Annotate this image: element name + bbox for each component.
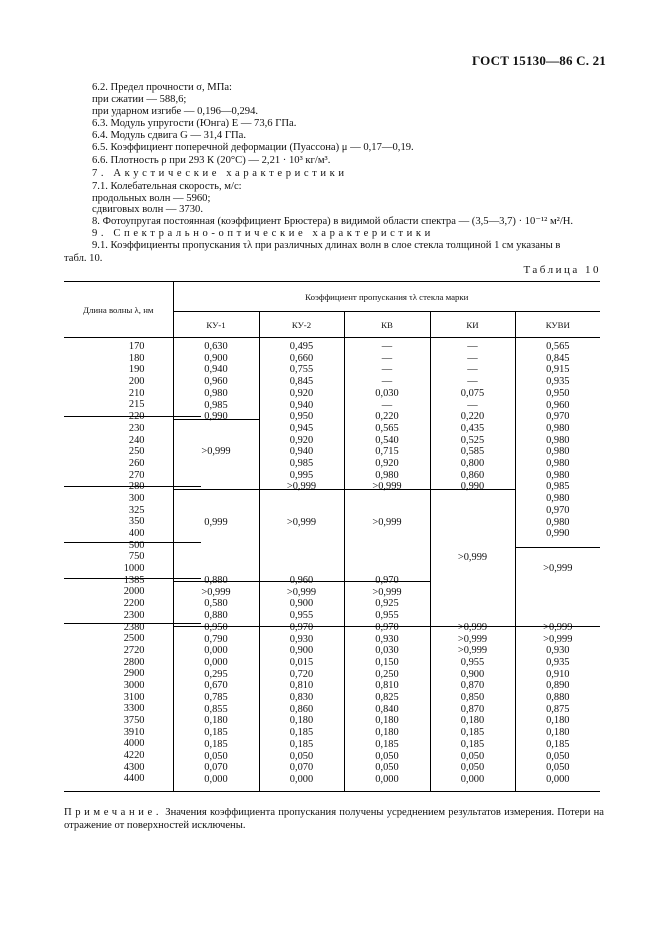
wavelength-value: 210 — [128, 387, 145, 399]
ku1-value: 0,180 — [204, 715, 228, 727]
wavelength-header: Длина волны λ, нм — [83, 304, 154, 315]
ku1-value: 0,960 — [204, 376, 228, 388]
col-header-ku1: КУ-1 — [173, 312, 259, 338]
ki-value: 0,050 — [460, 762, 485, 774]
text-line: 6.4. Модуль сдвига G — 31,4 ГПа. — [92, 130, 246, 141]
ku2-value: 0,940 — [289, 446, 314, 458]
ki-value: 0,435 — [460, 422, 485, 434]
ki-value: 0,870 — [460, 680, 485, 692]
kuvi-value: 0,875 — [546, 703, 570, 715]
cell-divider — [260, 626, 344, 627]
ku1-value: >0,999 — [201, 586, 231, 598]
ku1-value: 0,630 — [204, 341, 228, 352]
ku2-value: 0,495 — [289, 341, 314, 352]
kuvi-column — [516, 338, 601, 791]
kv-value: 0,180 — [375, 715, 399, 727]
wavelength-value: 1385 — [123, 574, 145, 586]
ku2-value: 0,015 — [289, 656, 314, 668]
cell-divider — [345, 626, 430, 627]
kv-value: 0,030 — [375, 387, 399, 399]
kuvi-value: 0,950 — [546, 387, 570, 399]
kuvi-value: 0,985 — [546, 481, 570, 493]
kv-value: 0,565 — [375, 422, 399, 434]
ku2-value: 0,000 — [289, 773, 314, 785]
text-line: сдвиговых волн — 3730. — [92, 204, 203, 215]
note-label: Примечание. — [64, 807, 163, 818]
kv-value: 0,050 — [375, 762, 399, 774]
wavelength-value: 280 — [128, 481, 145, 493]
ki-value: — — [467, 399, 478, 411]
wavelength-value: 400 — [128, 528, 145, 539]
ki-value: 0,180 — [460, 715, 485, 727]
wavelength-value: 215 — [128, 399, 145, 411]
ku1-value: 0,900 — [204, 352, 228, 364]
kv-value: >0,999 — [372, 481, 402, 493]
cell-divider — [431, 489, 515, 490]
kuvi-value: 0,180 — [546, 715, 570, 727]
ku2-value: >0,999 — [286, 516, 317, 528]
wavelength-value: 3300 — [123, 703, 145, 715]
text-line: 9. Спектрально-оптические характеристики — [92, 228, 434, 239]
ku1-value: 0,999 — [204, 516, 228, 528]
kv-value: 0,825 — [375, 692, 399, 703]
kv-value: 0,930 — [375, 633, 399, 645]
wavelength-value: 2300 — [123, 609, 145, 621]
wavelength-value: 190 — [128, 364, 145, 376]
ku1-value: 0,185 — [204, 727, 228, 739]
wavelength-value: 300 — [128, 492, 145, 504]
kuvi-value: 0,050 — [546, 750, 570, 762]
kuvi-value: 0,980 — [546, 493, 570, 505]
col-header-ki: КИ — [430, 312, 515, 338]
text-line: 7.1. Колебательная скорость, м/с: — [92, 181, 242, 192]
ku2-value: 0,930 — [289, 633, 314, 645]
cell-divider — [174, 626, 259, 627]
ku2-value: 0,810 — [289, 680, 314, 692]
kuvi-value: 0,910 — [546, 668, 570, 680]
ku2-value: 0,185 — [289, 727, 314, 739]
kuvi-value: 0,970 — [546, 411, 570, 423]
cell-divider — [174, 581, 259, 582]
ku2-value: 0,970 — [289, 621, 314, 633]
kuvi-value: 0,980 — [546, 446, 570, 458]
ku1-value: 0,070 — [204, 762, 228, 774]
ku1-value: 0,980 — [204, 387, 228, 399]
wavelength-value: 180 — [128, 352, 145, 364]
wavelength-value: 750 — [128, 551, 145, 563]
wavelength-value: 260 — [128, 457, 145, 469]
kuvi-value: 0,050 — [546, 762, 570, 774]
kv-value: — — [381, 352, 393, 364]
ku2-value: 0,955 — [289, 610, 314, 622]
ku2-value: >0,999 — [286, 586, 317, 598]
ku1-value: 0,940 — [204, 364, 228, 376]
kuvi-value: >0,999 — [543, 633, 573, 645]
group-header: Коэффициент пропускания τλ стекла марки — [173, 282, 600, 312]
text-line: при ударном изгибе — 0,196—0,294. — [92, 106, 259, 117]
wavelength-value: 4300 — [123, 761, 145, 773]
kuvi-value: 0,980 — [546, 434, 570, 446]
kv-value: 0,250 — [375, 668, 399, 680]
wavelength-value: 325 — [128, 504, 145, 516]
kuvi-value: 0,980 — [546, 469, 570, 481]
cell-divider — [260, 489, 344, 490]
kv-column — [345, 338, 430, 791]
ki-value: — — [467, 352, 478, 364]
ki-value: >0,999 — [457, 621, 488, 633]
kv-value: 0,925 — [375, 598, 399, 610]
kv-value: 0,980 — [375, 469, 399, 481]
ku2-value: 0,920 — [289, 387, 314, 399]
text-line: 6.5. Коэффициент поперечной деформации (Пуассона) μ — 0,17—0,19. — [92, 142, 414, 153]
ki-value: 0,185 — [460, 727, 485, 739]
ku1-value: 0,880 — [204, 610, 228, 622]
kuvi-value: 0,980 — [546, 516, 570, 528]
wavelength-value: 240 — [128, 434, 145, 446]
ki-value: 0,800 — [460, 458, 485, 469]
kv-value: 0,955 — [375, 610, 399, 622]
wavelength-value: 220 — [128, 411, 145, 423]
ku2-value: 0,755 — [289, 364, 314, 376]
wavelength-value: 2900 — [123, 668, 145, 680]
cell-divider — [345, 489, 430, 490]
wavelength-value: 3910 — [123, 726, 145, 738]
kuvi-value: 0,845 — [546, 352, 570, 364]
ki-value: 0,185 — [460, 738, 485, 750]
kv-value: 0,185 — [375, 738, 399, 750]
kuvi-value: 0,565 — [546, 341, 570, 352]
col-header-ku2: КУ-2 — [259, 312, 344, 338]
ku1-value: 0,790 — [204, 633, 228, 645]
ku2-value: 0,945 — [289, 422, 314, 434]
wavelength-value: 500 — [128, 539, 145, 551]
text-line: при сжатии — 588,6; — [92, 94, 187, 105]
wavelength-value: 4400 — [123, 773, 145, 785]
ku1-value: 0,670 — [204, 680, 228, 692]
kv-value: — — [381, 376, 393, 388]
ku2-value: 0,900 — [289, 645, 314, 657]
kuvi-value: >0,999 — [543, 563, 573, 575]
ku2-value: 0,995 — [289, 469, 314, 481]
ku2-value: 0,660 — [289, 352, 314, 364]
kuvi-value: 0,185 — [546, 738, 570, 750]
wavelength-value: 250 — [128, 446, 145, 458]
ku1-value: 0,985 — [204, 399, 228, 411]
kuvi-value: 0,935 — [546, 656, 570, 668]
kuvi-value: 0,980 — [546, 458, 570, 469]
ku1-value: 0,880 — [204, 575, 228, 586]
kuvi-value: 0,935 — [546, 376, 570, 388]
cell-divider — [516, 547, 601, 548]
table-caption: Таблица 10 — [523, 264, 601, 276]
kv-value: 0,030 — [375, 645, 399, 657]
wavelength-value: 2500 — [123, 633, 145, 645]
ku1-value: 0,000 — [204, 773, 228, 785]
cell-divider — [516, 626, 601, 627]
kv-value: 0,715 — [375, 446, 399, 458]
text-line: 6.3. Модуль упругости (Юнга) E — 73,6 ГПа. — [92, 118, 297, 129]
transmission-table — [64, 281, 600, 792]
kv-value: 0,970 — [375, 575, 399, 586]
wavelength-value: 3100 — [123, 691, 145, 703]
ki-value: 0,850 — [460, 692, 485, 703]
ki-value: — — [467, 364, 478, 376]
wavelength-value: 350 — [128, 516, 145, 528]
kuvi-value: 0,000 — [546, 773, 570, 785]
ku2-value: 0,720 — [289, 668, 314, 680]
ku2-value: 0,900 — [289, 598, 314, 610]
kuvi-value: 0,930 — [546, 645, 570, 657]
wavelength-value: 4000 — [123, 738, 145, 750]
ku2-value: 0,845 — [289, 376, 314, 388]
ku1-value: 0,855 — [204, 703, 228, 715]
ki-value: >0,999 — [457, 633, 488, 645]
cell-divider — [431, 626, 515, 627]
wavelength-column — [64, 338, 173, 791]
kv-value: 0,000 — [375, 773, 399, 785]
kv-value: 0,540 — [375, 434, 399, 446]
wavelength-value: 2000 — [123, 586, 145, 598]
kuvi-value: 0,960 — [546, 399, 570, 411]
kv-value: 0,920 — [375, 458, 399, 469]
kv-value: 0,810 — [375, 680, 399, 692]
ku2-value: 0,985 — [289, 458, 314, 469]
col-header-kuvi: КУВИ — [515, 312, 600, 338]
wavelength-value: 170 — [128, 341, 145, 352]
kuvi-value: 0,890 — [546, 680, 570, 692]
kv-value: 0,840 — [375, 703, 399, 715]
text-line: 9.1. Коэффициенты пропускания τλ при различных длинах волн в слое стекла толщиной 1 см указаны в — [92, 240, 561, 251]
ki-value: 0,900 — [460, 668, 485, 680]
ki-value: >0,999 — [457, 551, 488, 563]
ki-value: 0,075 — [460, 387, 485, 399]
ku1-value: 0,295 — [204, 668, 228, 680]
kv-value: 0,970 — [375, 621, 399, 633]
wavelength-value: 2800 — [123, 656, 145, 668]
wavelength-value: 2380 — [123, 621, 145, 633]
ku2-value: 0,860 — [289, 703, 314, 715]
ku1-value: 0,580 — [204, 598, 228, 610]
wavelength-value: 2720 — [123, 644, 145, 656]
ku2-value: 0,050 — [289, 750, 314, 762]
wavelength-value: 2200 — [123, 598, 145, 610]
ki-value: 0,870 — [460, 703, 485, 715]
ki-value: 0,000 — [460, 773, 485, 785]
kv-value: — — [381, 364, 393, 376]
kv-value: 0,150 — [375, 656, 399, 668]
ku2-value: 0,185 — [289, 738, 314, 750]
ku2-value: >0,999 — [286, 481, 317, 493]
kv-value: >0,999 — [372, 516, 402, 528]
ku1-value: 0,050 — [204, 750, 228, 762]
text-line: 6.6. Плотность ρ при 293 К (20°С) — 2,21 · 10³ кг/м³. — [92, 155, 331, 166]
kuvi-value: 0,980 — [546, 422, 570, 434]
wavelength-value: 3750 — [123, 715, 145, 726]
text-line: 8. Фотоупругая постоянная (коэффициент Брюстера) в видимой области спектра — (3,5—3,7) · 10⁻¹² м²/Н. — [92, 216, 574, 227]
kv-value: >0,999 — [372, 586, 402, 598]
ku1-value: 0,000 — [204, 645, 228, 657]
kuvi-value: 0,880 — [546, 692, 570, 703]
ki-value: 0,860 — [460, 469, 485, 481]
cell-divider — [174, 489, 259, 490]
wavelength-value: 1000 — [123, 563, 145, 575]
ki-column — [431, 338, 515, 791]
ku1-value: >0,999 — [201, 446, 231, 458]
kv-value: — — [381, 341, 393, 352]
kv-value: 0,050 — [375, 750, 399, 762]
wavelength-value: 270 — [128, 469, 145, 481]
ku1-value: 0,950 — [204, 621, 228, 633]
note-text: Значения коэффициента пропускания получены усреднением результатов измерения. Потери на отражение от поверхностей исключены. — [64, 807, 604, 831]
page-header: ГОСТ 15130—86 С. 21 — [472, 53, 606, 68]
ki-value: 0,220 — [460, 411, 485, 423]
ku2-value: 0,920 — [289, 434, 314, 446]
ki-value: 0,990 — [460, 481, 485, 493]
ki-value: 0,955 — [460, 656, 485, 668]
kv-value: — — [381, 399, 393, 411]
ku2-value: 0,960 — [289, 575, 314, 586]
ki-value: — — [467, 341, 478, 352]
kv-value: 0,220 — [375, 411, 399, 423]
ku2-value: 0,830 — [289, 692, 314, 703]
ki-value: 0,050 — [460, 750, 485, 762]
wavelength-value: 230 — [128, 422, 145, 434]
kuvi-value: 0,970 — [546, 504, 570, 516]
ku1-value: 0,785 — [204, 692, 228, 703]
kuvi-value: 0,990 — [546, 528, 570, 540]
cell-divider — [174, 419, 259, 420]
cell-divider — [345, 581, 430, 582]
ki-value: — — [467, 376, 478, 388]
ku2-value: 0,940 — [289, 399, 314, 411]
kuvi-value: 0,180 — [546, 727, 570, 739]
kv-value: 0,180 — [375, 727, 399, 739]
text-line: табл. 10. — [64, 253, 103, 264]
ku2-value: 0,950 — [289, 411, 314, 423]
wavelength-value: 4220 — [123, 750, 145, 762]
ku2-value: 0,180 — [289, 715, 314, 727]
text-line: 6.2. Предел прочности σ, МПа: — [92, 82, 232, 93]
ku2-value: 0,070 — [289, 762, 314, 774]
wavelength-value: 200 — [128, 376, 145, 388]
col-header-kv: КВ — [344, 312, 430, 338]
kuvi-value: 0,915 — [546, 364, 570, 376]
note — [64, 806, 604, 832]
cell-divider — [260, 581, 344, 582]
wavelength-value: 3000 — [123, 679, 145, 691]
ku1-value: 0,000 — [204, 656, 228, 668]
text-line: 7. Акустические характеристики — [92, 168, 348, 179]
ku1-value: 0,990 — [204, 411, 228, 423]
kuvi-value: >0,999 — [543, 621, 573, 633]
ku2-column — [260, 338, 344, 791]
ku1-value: 0,185 — [204, 738, 228, 750]
ki-value: 0,585 — [460, 446, 485, 458]
text-line: продольных волн — 5960; — [92, 193, 211, 204]
ki-value: 0,525 — [460, 434, 485, 446]
ki-value: >0,999 — [457, 645, 488, 657]
ku1-column — [174, 338, 259, 791]
